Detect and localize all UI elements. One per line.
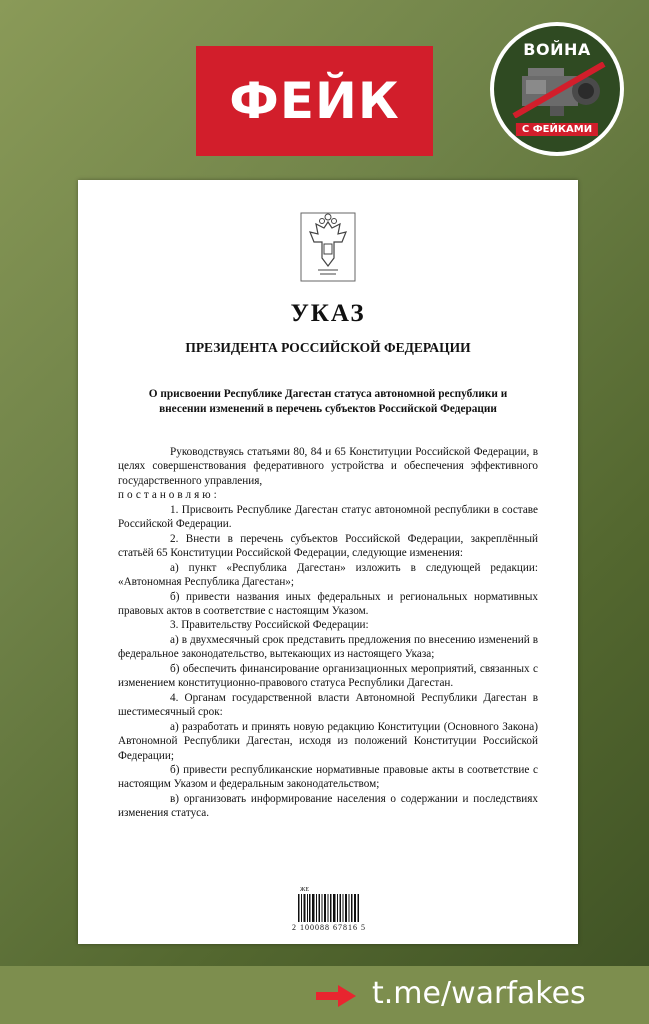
- document-paragraph: б) обеспечить финансирование организационных мероприятий, связанных с изменением конституционно-правового статуса Республики Дагестан.: [118, 662, 538, 690]
- barcode-icon: [298, 894, 360, 922]
- document-paragraph: а) разработать и принять новую редакцию Конституции (Основного Закона) Автономной Республики Дагестан, исходя из положений Конституции Российской Федерации;: [118, 720, 538, 762]
- document-paragraph: б) привести названия иных федеральных и региональных нормативных правовых актов в соответствие с настоящим Указом.: [118, 590, 538, 617]
- document-paragraph: 1. Присвоить Республике Дагестан статус автономной республики в составе Российской Федерации.: [118, 503, 538, 531]
- document-paragraph: 2. Внести в перечень субъектов Российской Федерации, закреплённый статьёй 65 Конституции Российской Федерации, следующие изменения:: [118, 532, 538, 560]
- barcode-mark: ЖЕ: [300, 887, 310, 893]
- document-paragraph: 4. Органам государственной власти Автономной Республики Дагестан в шестимесячный срок:: [118, 691, 538, 719]
- crossed-camera-icon: [504, 62, 610, 118]
- war-with-fakes-logo: [490, 22, 624, 156]
- logo-top-text: ВОЙНА: [523, 40, 591, 59]
- document-body: [118, 445, 538, 821]
- fake-badge-label: ФЕЙК: [229, 72, 400, 130]
- footer-bar: [0, 966, 649, 1024]
- telegram-channel-link[interactable]: t.me/warfakes: [372, 976, 586, 1011]
- document-paragraph: постановляю:: [118, 489, 220, 502]
- document-title: УКАЗ: [290, 300, 366, 327]
- document-heading: О присвоении Республике Дагестан статуса автономной республики и внесении изменений в перечень субъектов Российской Федерации: [148, 388, 508, 415]
- document-paragraph: б) привести республиканские нормативные правовые акты в соответствие с настоящим Указом и федеральным законодательством;: [118, 763, 538, 791]
- arrow-right-icon: [316, 985, 356, 1007]
- document-subtitle: ПРЕЗИДЕНТА РОССИЙСКОЙ ФЕДЕРАЦИИ: [185, 340, 471, 355]
- document-paragraph: 3. Правительству Российской Федерации:: [170, 619, 369, 632]
- logo-bottom-text: С ФЕЙКАМИ: [516, 123, 598, 136]
- document-paragraph: а) в двухмесячный срок представить предложения по внесению изменений в федеральное законодательство, вытекающих из настоящего Указа;: [118, 633, 538, 661]
- barcode-number: 2 100088 67816 5: [292, 923, 366, 932]
- document-paragraph: Руководствуясь статьями 80, 84 и 65 Конституции Российской Федерации, в целях совершенствования федеративного устройства и обеспечения эффективного государственного управления,: [118, 446, 538, 487]
- decree-document: [78, 180, 578, 944]
- document-paragraph: а) пункт «Республика Дагестан» изложить в следующей редакции: «Автономная Республика Дагестан»;: [118, 561, 538, 589]
- coat-of-arms-icon: [300, 212, 356, 282]
- fake-badge: [196, 46, 433, 156]
- document-paragraph: в) организовать информирование населения о содержании и последствиях изменения статуса.: [118, 792, 538, 820]
